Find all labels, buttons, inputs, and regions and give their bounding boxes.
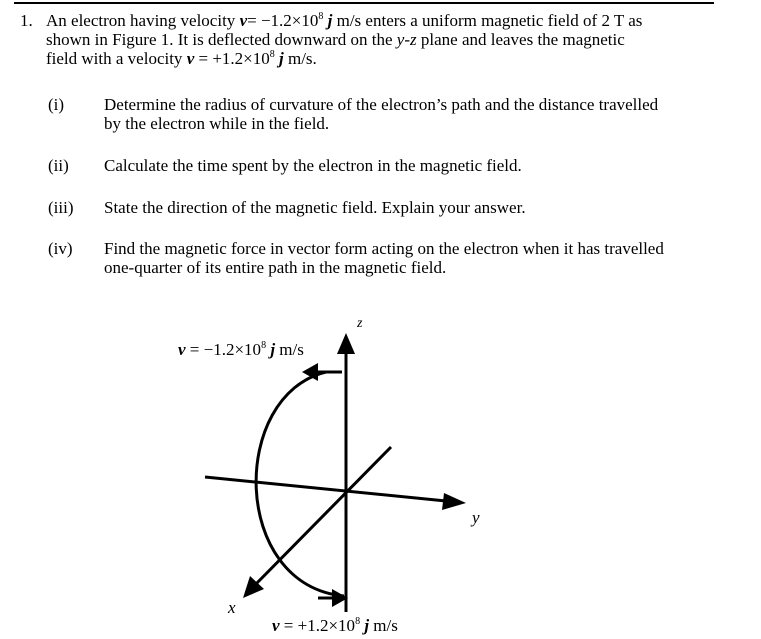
y-axis-label: y	[472, 508, 480, 527]
part-iv-label: (iv)	[48, 239, 73, 258]
x-axis-label: x	[228, 598, 236, 617]
z-axis-label: z	[357, 316, 363, 331]
bottom-velocity-label: $v = +1.2\times 10^8$ j m/s	[272, 616, 398, 635]
question-number: 1.	[20, 11, 33, 30]
x-axis-line	[255, 447, 391, 585]
y-axis-arrowhead	[442, 493, 466, 510]
part-i-text: Determine the radius of curvature of the electron’s path and the distance travelled by the electron while in the field.	[104, 95, 659, 133]
part-iii-text: State the direction of the magnetic field. Explain your answer.	[104, 198, 526, 217]
part-iv-text: Find the magnetic force in vector form acting on the electron when it has travelled one-quarter of its entire path in the magnetic field.	[104, 239, 664, 277]
z-axis-arrowhead	[337, 333, 355, 354]
intro-line-3: field with a velocity $v = +1.2\times 10^8$ j m/s.	[46, 49, 317, 68]
part-i-label: (i)	[48, 95, 65, 114]
top-velocity-label: $v = -1.2\times 10^8$ j m/s	[178, 340, 304, 359]
part-ii-label: (ii)	[48, 156, 69, 175]
intro-line-1: An electron having velocity $v= -1.2\times 10^8$ j m/s enters a uniform magnetic field of 2 T as	[46, 11, 643, 30]
part-ii-text: Calculate the time spent by the electron in the magnetic field.	[104, 156, 522, 175]
y-axis-line	[205, 477, 446, 501]
intro-line-2: shown in Figure 1. It is deflected downward on the y-z plane and leaves the magnetic	[46, 30, 625, 49]
part-iii-label: (iii)	[48, 198, 74, 217]
